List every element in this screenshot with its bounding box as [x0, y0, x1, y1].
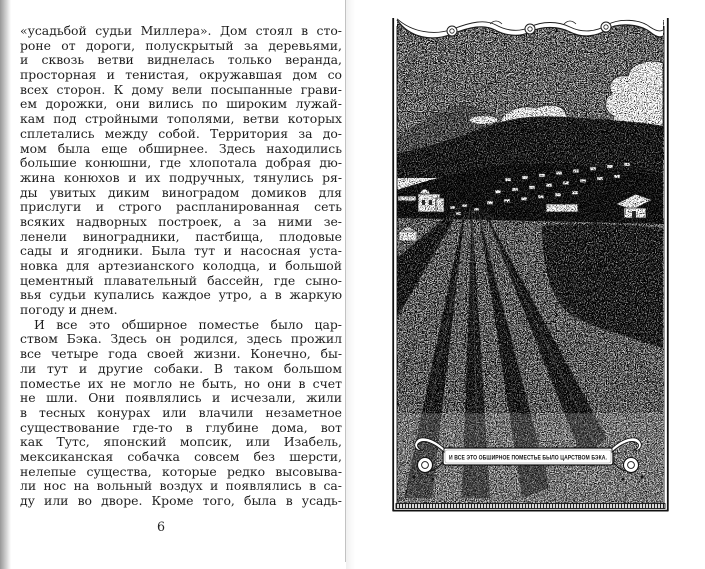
text-line: новка для артезианского колодца, и большой [20, 259, 342, 273]
text-line: ем дорожки, они вились по широким лужай- [20, 97, 342, 112]
text-line: не шли. Они появлялись и исчезали, жили [20, 391, 342, 406]
text-line: мексиканская собачка совсем без шерсти, [20, 449, 342, 464]
text-line: существование где-то в глубине дома, вот [20, 420, 342, 435]
text-line: ды увитых диким виноградом домиков для [20, 185, 342, 200]
text-line: поместье их не могло не быть, но они в счет [20, 376, 342, 391]
text-line: «усадьбой судьи Миллера». Дом стоял в сто- [20, 24, 342, 38]
text-line: прислуги и строго распланированная сеть [20, 200, 342, 215]
estate-illustration [392, 18, 669, 512]
text-line: ли нос на вольный воздух и появлялись в са- [20, 479, 342, 494]
page-number: 6 [156, 519, 165, 534]
text-line: и сквозь ветви виднелась только веранда, [20, 53, 342, 68]
text-line: все четыре года своей жизни. Конечно, бы- [20, 347, 342, 362]
text-line: мом была еще обширнее. Здесь находились [20, 141, 342, 156]
text-line: И все это обширное поместье было цар- [34, 317, 342, 332]
text-line: нелепые существа, которые редко высовыва- [20, 464, 342, 479]
text-line: ленели виноградники, пастбища, плодовые [20, 229, 342, 244]
text-line: большие конюшни, где хлопотала добрая дю- [20, 156, 342, 171]
left-page [0, 0, 345, 569]
text-line: сады и ягодники. Была тут и насосная уста- [20, 244, 342, 259]
text-line: в тесных конурах или влачили незаметное [20, 405, 342, 420]
caption-text: И ВСЕ ЭТО ОБШИРНОЕ ПОМЕСТЬЕ БЫЛО ЦАРСТВОМ БЭКА. [449, 454, 608, 462]
text-line: роне от дороги, полускрытый за деревьями, [20, 38, 342, 53]
text-line: цементный плавательный бассейн, где сыно- [20, 273, 342, 288]
text-line: сплетались между собой. Территория за до- [20, 126, 342, 141]
text-line: вья судьи купались каждое утро, а в жаркую [20, 288, 342, 303]
text-line: просторная и тенистая, окружавшая дом со [20, 68, 342, 83]
text-line: кам под стройными тополями, ветви которых [20, 112, 342, 127]
text-line: ли тут и другие собаки. В таком большом [20, 361, 342, 376]
right-page [346, 0, 705, 569]
grain-overlay [397, 22, 664, 503]
artist-monogram: и. [398, 495, 405, 503]
text-line: как Тутс, японский мопсик, или Изабель, [20, 435, 342, 450]
text-line: жина конюхов и их подручных, тянулись ря- [20, 170, 342, 185]
text-line: ду или во дворе. Кроме того, была в усадь- [20, 494, 342, 508]
text-line: ством Бэка. Здесь он родился, здесь прожил [20, 332, 342, 347]
text-line: всяких надворных построек, а за ними зе- [20, 214, 342, 229]
text-block [20, 24, 342, 509]
text-line: всех сторон. К дому вели посыпанные грави- [20, 82, 342, 97]
text-line: погоду и днем. [20, 303, 118, 318]
